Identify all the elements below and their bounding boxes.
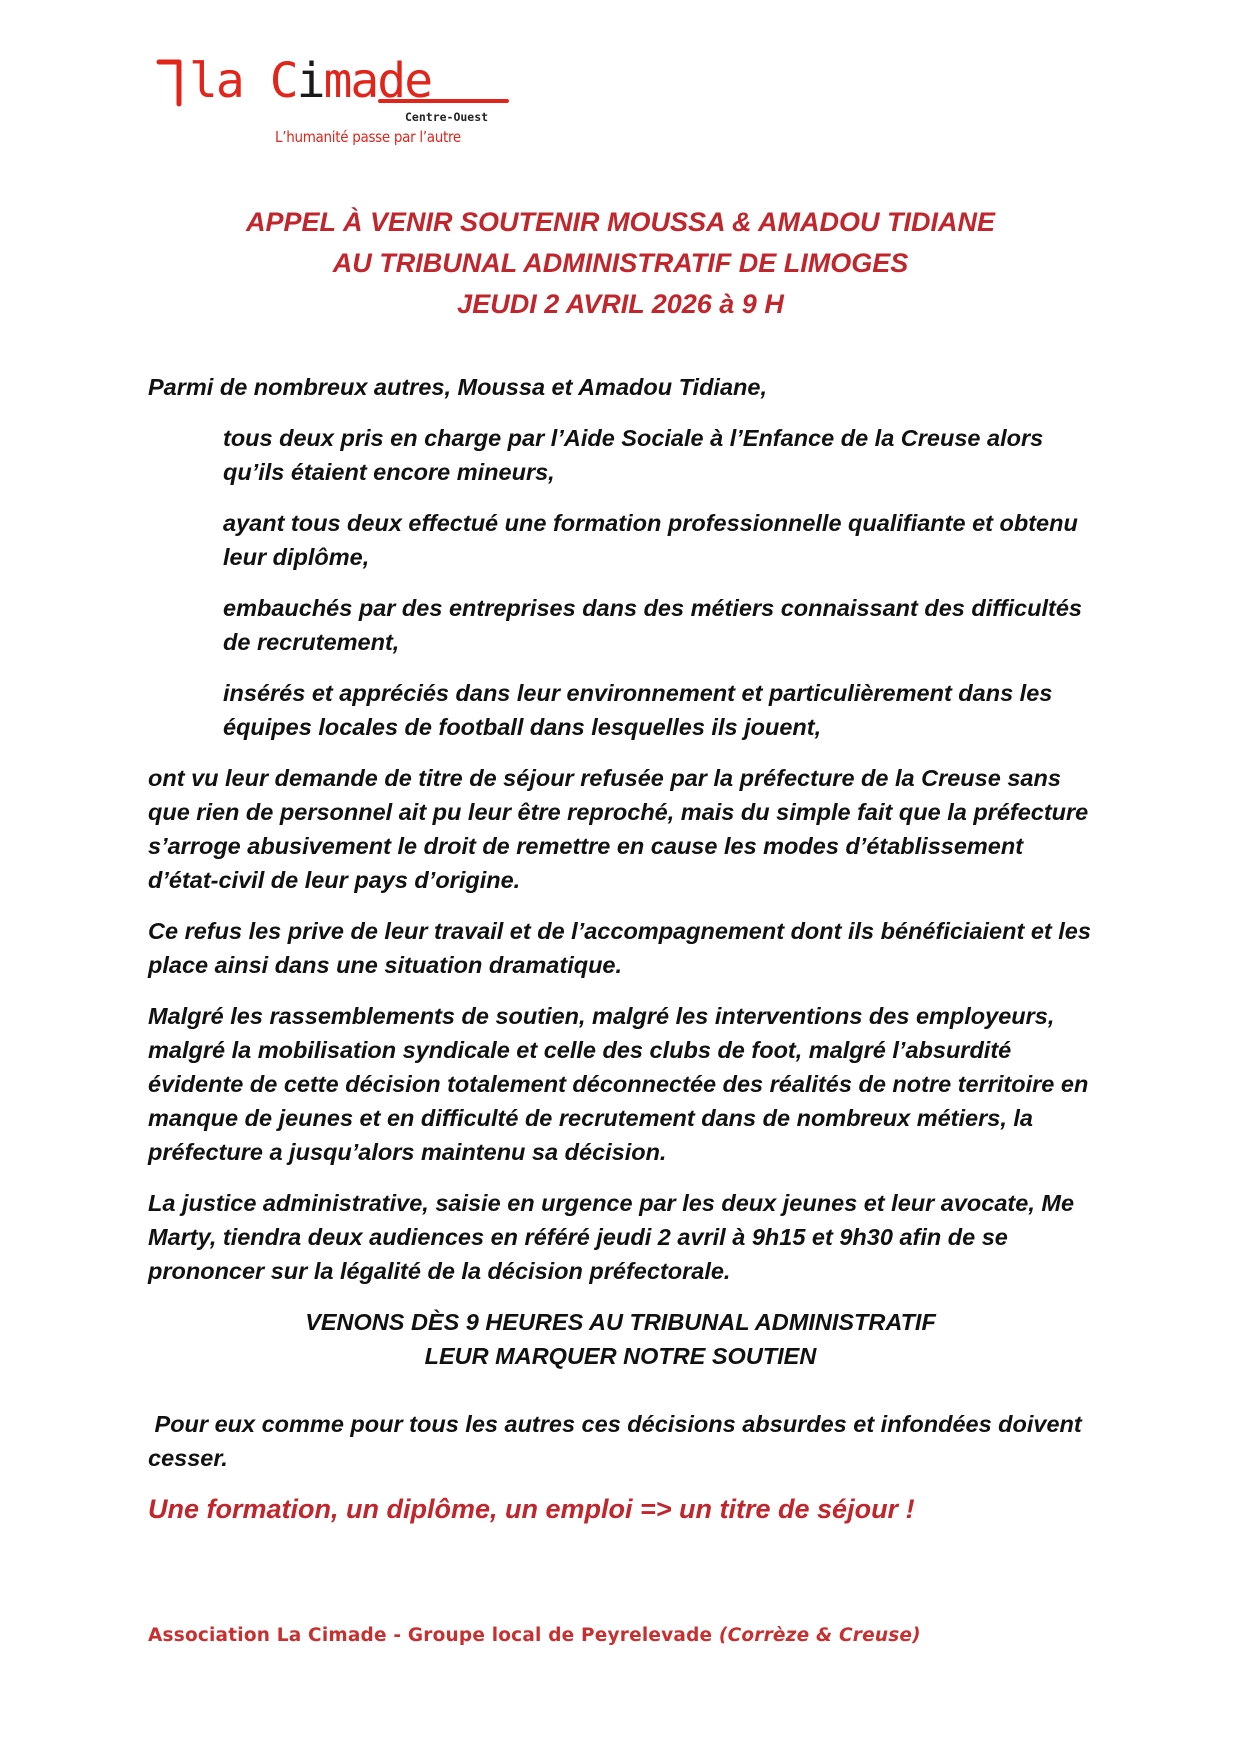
page-title — [0, 202, 1241, 325]
point-paragraph: embauchés par des entreprises dans des métiers connaissant des difficultés de recrutement, — [223, 595, 1082, 655]
body-paragraph: Malgré les rassemblements de soutien, malgré les interventions des employeurs, malgré la mobilisation syndicale et celle des clubs de foot, malgré l’absurdité évidente de cette décision totalement déconnectée des réalités de notre territoire en manque de jeunes et en difficulté de recrutement dans de nombreux métiers, la préfecture a jusqu’alors maintenu sa décision. — [148, 1003, 1089, 1165]
callout-line-1: VENONS DÈS 9 HEURES AU TRIBUNAL ADMINISTRATIF — [305, 1309, 936, 1335]
footer-main: Association La Cimade - Groupe local de Peyrelevade — [148, 1625, 719, 1646]
logo-region: Centre-Ouest — [405, 110, 489, 124]
logo-wordmark: la Cimade — [189, 53, 432, 109]
slogan: Une formation, un diplôme, un emploi => un titre de séjour ! — [148, 1494, 915, 1524]
title-line-3: JEUDI 2 AVRIL 2026 à 9 H — [457, 289, 784, 319]
closing-paragraph: Pour eux comme pour tous les autres ces décisions absurdes et infondées doivent cesser. — [148, 1411, 1089, 1471]
la-cimade-logo — [155, 48, 515, 158]
point-paragraph: tous deux pris en charge par l’Aide Sociale à l’Enfance de la Creuse alors qu’ils étaient encore mineurs, — [223, 425, 1044, 485]
point-paragraph: insérés et appréciés dans leur environnement et particulièrement dans les équipes locales de football dans lesquelles ils jouent, — [223, 680, 1053, 740]
title-line-1: APPEL À VENIR SOUTENIR MOUSSA & AMADOU TIDIANE — [245, 207, 996, 237]
point-paragraph: ayant tous deux effectué une formation professionnelle qualifiante et obtenu leur diplôme, — [223, 510, 1078, 570]
body-paragraph: La justice administrative, saisie en urgence par les deux jeunes et leur avocate, Me Marty, tiendra deux audiences en référé jeudi 2 avril à 9h15 et 9h30 afin de se prononcer sur la légalité de la décision préfectorale. — [148, 1190, 1075, 1284]
footer-region: (Corrèze & Creuse) — [718, 1625, 921, 1646]
title-line-2: AU TRIBUNAL ADMINISTRATIF DE LIMOGES — [332, 248, 909, 278]
callout — [148, 1305, 1093, 1373]
body-paragraph: ont vu leur demande de titre de séjour refusée par la préfecture de la Creuse sans que rien de personnel ait pu leur être reproché, mais du simple fait que la préfecture s’arroge abusivement le droit de remettre en cause les modes d’établissement d’état-civil de leur pays d’origine. — [148, 765, 1089, 893]
intro-paragraph: Parmi de nombreux autres, Moussa et Amadou Tidiane, — [148, 374, 767, 400]
logo-black-i: i — [296, 53, 324, 109]
footer-signature — [148, 1625, 921, 1646]
body-paragraph: Ce refus les prive de leur travail et de l’accompagnement dont ils bénéficiaient et les place ainsi dans une situation dramatique. — [148, 918, 1091, 978]
document-body — [148, 370, 1098, 1543]
logo-tagline: L’humanité passe par l’autre — [275, 128, 461, 146]
callout-line-2: LEUR MARQUER NOTRE SOUTIEN — [424, 1343, 817, 1369]
